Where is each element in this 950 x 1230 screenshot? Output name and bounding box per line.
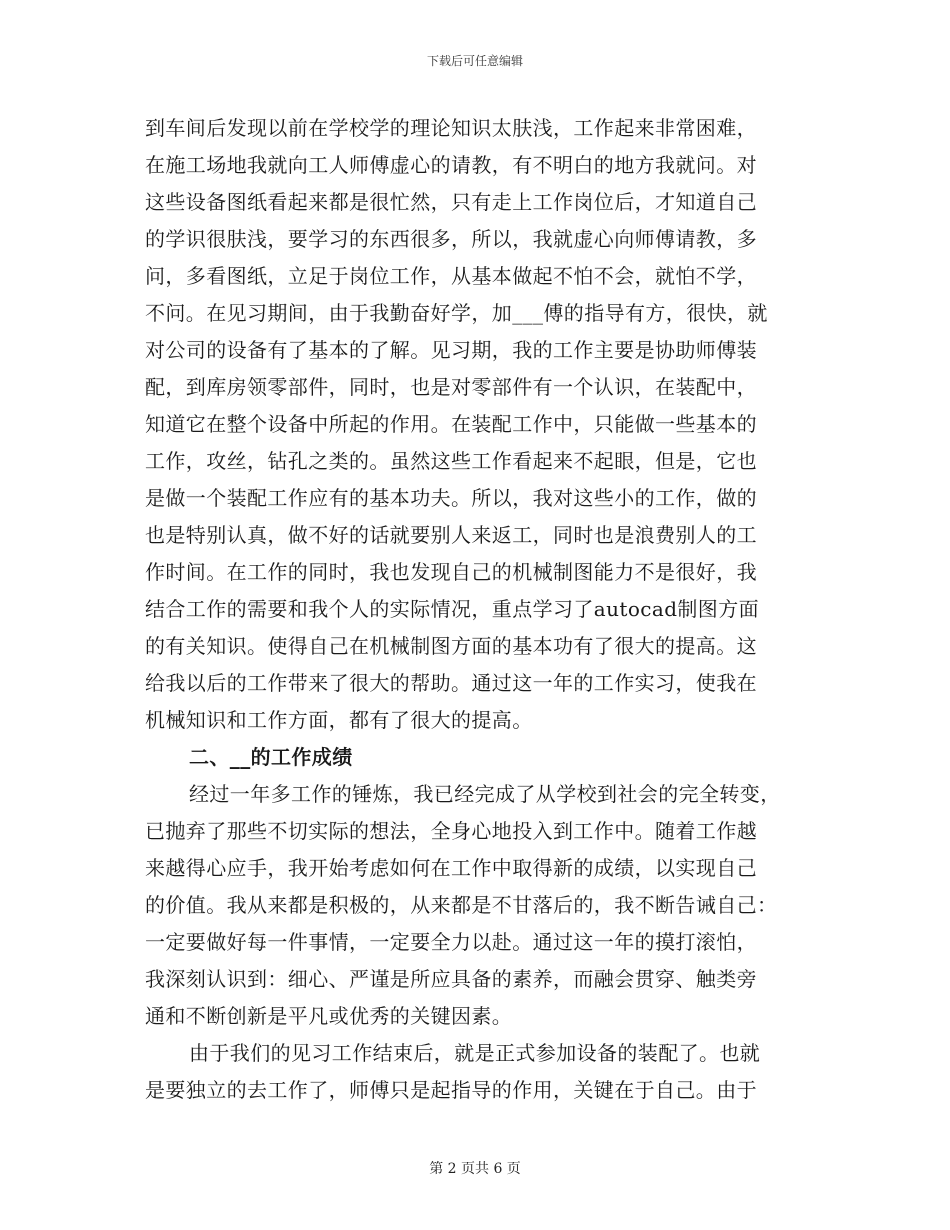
page-footer: 第 2 页共 6 页 [429, 1161, 521, 1177]
text-line: 到车间后发现以前在学校学的理论知识太肤浅，工作起来非常困难， [145, 116, 757, 140]
text-line: 由于我们的见习工作结束后，就是正式参加设备的装配了。也就 [189, 1041, 761, 1065]
text-line: 工作，攻丝，钻孔之类的。虽然这些工作看起来不起眼，但是，它也 [145, 449, 757, 473]
text-line: 经过一年多工作的锤炼，我已经完成了从学校到社会的完全转变， [189, 782, 781, 806]
text-line: 通和不断创新是平凡或优秀的关键因素。 [145, 1004, 513, 1028]
text-line: 结合工作的需要和我个人的实际情况，重点学习了autocad制图方面 [145, 597, 760, 621]
text-line: 是做一个装配工作应有的基本功夫。所以，我对这些小的工作，做的 [145, 486, 757, 510]
text-line: 的价值。我从来都是积极的，从来都是不甘落后的，我不断告诫自己： [145, 893, 778, 917]
text-line: 知道它在整个设备中所起的作用。在装配工作中，只能做一些基本的 [145, 412, 757, 436]
text-line: 我深刻认识到：细心、严谨是所应具备的素养，而融会贯穿、触类旁 [145, 967, 757, 991]
text-line: 作时间。在工作的同时，我也发现自己的机械制图能力不是很好，我 [145, 560, 757, 584]
text-line: 也是特别认真，做不好的话就要别人来返工，同时也是浪费别人的工 [145, 523, 757, 547]
text-line: 这些设备图纸看起来都是很忙然，只有走上工作岗位后，才知道自己 [145, 190, 757, 214]
text-line: 不问。在见习期间，由于我勤奋好学，加___傅的指导有方，很快，就 [145, 301, 768, 325]
text-line: 配，到库房领零部件，同时，也是对零部件有一个认识，在装配中， [145, 375, 757, 399]
text-line: 来越得心应手，我开始考虑如何在工作中取得新的成绩，以实现自己 [145, 856, 757, 880]
text-line: 是要独立的去工作了，师傅只是起指导的作用，关键在于自己。由于 [145, 1078, 757, 1102]
text-line: 的学识很肤浅，要学习的东西很多，所以，我就虚心向师傅请教，多 [145, 227, 757, 251]
text-line: 的有关知识。使得自己在机械制图方面的基本功有了很大的提高。这 [145, 634, 757, 658]
text-line: 在施工场地我就向工人师傅虚心的请教，有不明白的地方我就问。对 [145, 153, 757, 177]
text-line: 已抛弃了那些不切实际的想法，全身心地投入到工作中。随着工作越 [145, 819, 757, 843]
text-line: 一定要做好每一件事情，一定要全力以赴。通过这一年的摸打滚怕， [145, 930, 757, 954]
section-heading: 二、__的工作成绩 [189, 745, 353, 769]
document-body [145, 110, 805, 1109]
text-line: 对公司的设备有了基本的了解。见习期，我的工作主要是协助师傅装 [145, 338, 757, 362]
text-line: 给我以后的工作带来了很大的帮助。通过这一年的工作实习，使我在 [145, 671, 757, 695]
text-line: 机械知识和工作方面，都有了很大的提高。 [145, 708, 533, 732]
text-line: 问，多看图纸，立足于岗位工作，从基本做起不怕不会，就怕不学， [145, 264, 757, 288]
page-header: 下载后可任意编辑 [426, 54, 523, 68]
